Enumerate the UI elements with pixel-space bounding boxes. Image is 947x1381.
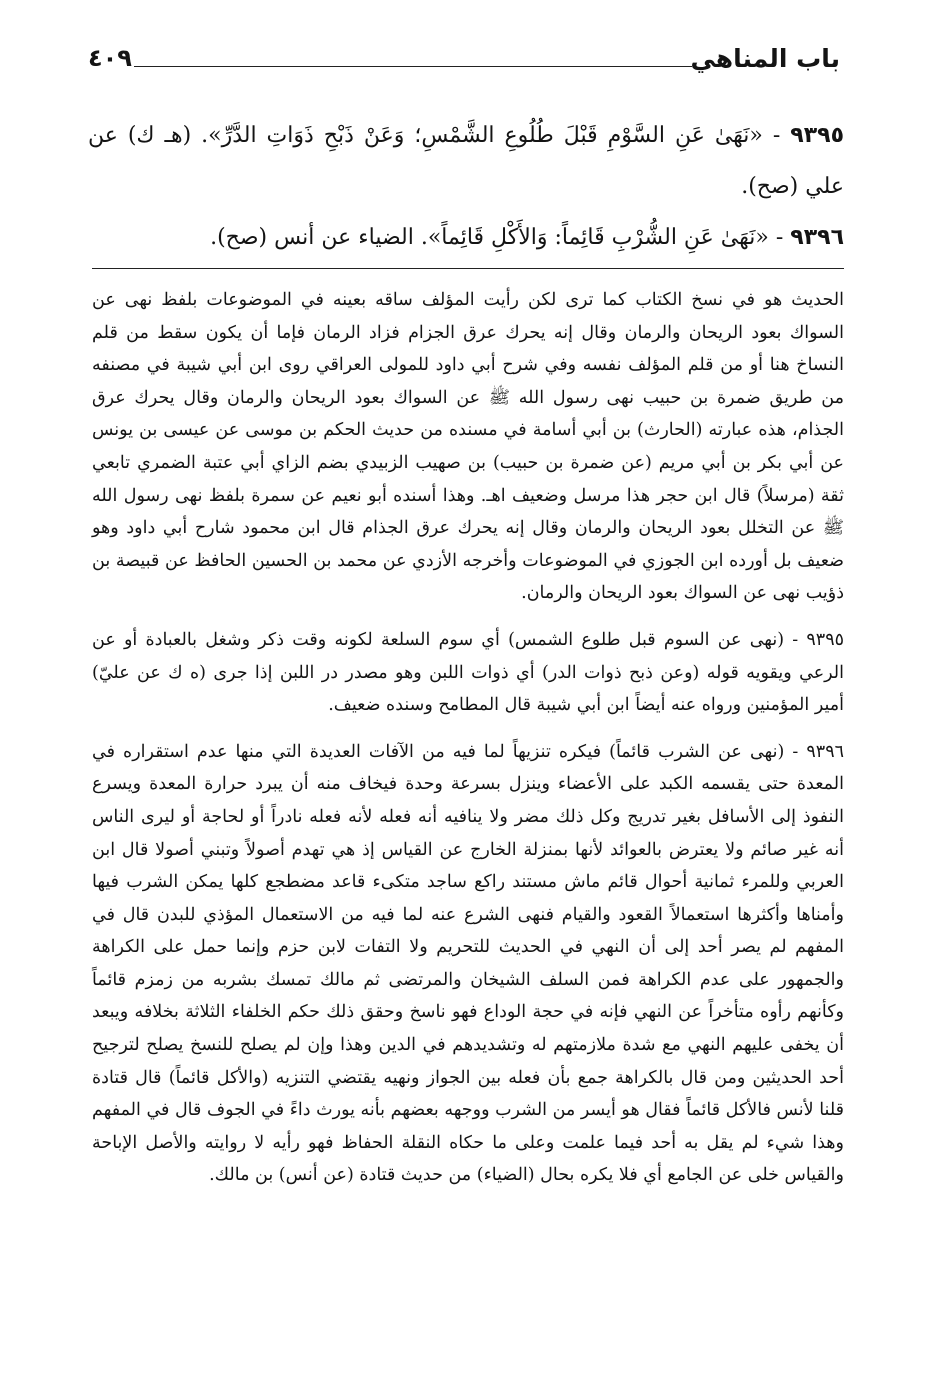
hadith-text-block <box>88 110 844 263</box>
chapter-title: باب المناهي <box>690 44 840 73</box>
commentary-paragraph: ٩٣٩٥ - (نهى عن السوم قبل طلوع الشمس) أي سوم السلعة لكونه وقت ذكر وشغل بالعبادة أو عن الرعي ويقويه قوله (وعن ذبح ذوات الدر) أي ذوات اللبن وهو مصدر در اللبن إذا جرى (ه ك عن عليّ) أمير المؤمنين ورواه عنه أيضاً ابن أبي شيبة قال المطامح وسنده ضعيف. <box>92 629 844 716</box>
hadith-entry <box>88 212 844 263</box>
commentary-paragraph: ٩٣٩٦ - (نهى عن الشرب قائماً) فيكره تنزيهاً لما فيه من الآفات العديدة التي منها عدم استقراره في المعدة حتى يقسمه الكبد على الأعضاء وينزل بسرعة وحدة فيخاف منه أن يبرد حرارة المعدة ويسرع النفوذ إلى الأسافل بغير تدريج وكل ذلك مضر ولا ينافيه أنه فعله لأنه فعله نادراً أو لحاجة أو ليرى الناس أنه غير صائم ولا يعترض بالعوائد لأنها بمنزلة الخارج عن القياس إذ هي تهدم أصولاً وتبني أصولا قال ابن العربي وللمرء ثمانية أحوال قائم ماش مستند راكع ساجد متكىء قاعد مضطجع كلها يمكن الشرب فيها وأمناها وأكثرها استعمالاً القعود والقيام فنهى الشرع عنه لما فيه من الاستعمال المؤذي للبدن قال في المفهم لم يصر أحد إلى أن النهي في الحديث للتحريم ولا التفات لابن حزم وإنما حمل على الكراهة والجمهور على عدم الكراهة فمن السلف الشيخان والمرتضى ثم مالك تمسك بشربه من زمزم قائماً وكأنهم رأوه متأخراً عن النهي فإنه في حجة الوداع فهو ناسخ وحقق ذلك حكم الخلفاء الثلاثة بخلافه ويبعد أن يخفى عليهم النهي مع شدة ملازمتهم له وتشديدهم في الدين وهذا وإن لم يصلح للنسخ يصلح لترجيح أحد الحديثين ومن قال بالكراهة جمع بأن فعله بين الجواز ونهيه يقتضي التنزيه (والأكل قائماً) قال قتادة قلنا لأنس فالأكل قائماً فقال هو أيسر من الشرب ووجهه بعضهم بأنه يورث داءً في الجوف قال في المفهم وهذا شيء لم يقل به أحد فيما علمت وعلى ما حكاه النقلة الحفاظ فهو رأيه لا روايته والأصل الإباحة والقياس خلى عن الجامع أي فلا يكره بحال (الضياء) من حديث قتادة (عن أنس) بن مالك. <box>92 741 844 1186</box>
commentary-block <box>92 284 844 1206</box>
page-number: ٤٠٩ <box>88 44 132 72</box>
hadith-text: - «نَهَىٰ عَنِ الشُّرْبِ قَائِماً: وَالأَكْلِ قَائِماً». الضياء عن أنس (صح). <box>210 225 784 250</box>
hadith-text: - «نَهَىٰ عَنِ السَّوْمِ قَبْلَ طُلُوعِ الشَّمْسِ؛ وَعَنْ ذَبْحِ ذَوَاتِ الدَّرِّ». (هـ ك) عن علي (صح). <box>88 123 844 199</box>
commentary-paragraph: الحديث هو في نسخ الكتاب كما ترى لكن رأيت المؤلف ساقه بعينه في الموضوعات بلفظ نهى عن السواك بعود الريحان والرمان وقال إنه يحرك عرق الجزام فزاد الرمان فإما أن يكون سقط من قلم النساخ هنا أو من قلم المؤلف نفسه وفي شرح أبي داود للمولى العراقي روى ابن أبي شيبة في مصنفه من طريق ضمرة بن حبيب نهى رسول الله ﷺ عن السواك بعود الريحان والرمان وقال يحرك عرق الجذام، هذه عبارته (الحارث) بن أبي أسامة في مسنده من حديث الحكم بن موسى عن عيسى بن يونس عن أبي بكر بن أبي مريم (عن ضمرة بن حبيب) بن صهيب الزبيدي بضم الزاي أبي عتبة الضمري تابعي ثقة (مرسلاً) قال ابن حجر هذا مرسل وضعيف اهـ. وهذا أسنده أبو نعيم عن سمرة بلفظ نهى رسول الله ﷺ عن التخلل بعود الريحان والرمان وقال إنه يحرك عرق الجذام قال ابن محمود شارح أبي داود وهو ضعيف بل أورده ابن الجوزي في الموضوعات وأخرجه الأزدي عن محمد بن الحسين الحافظ عن قبيصة بن ذؤيب نهى عن السواك بعود الريحان والرمان. <box>92 290 844 604</box>
hadith-entry <box>88 110 844 212</box>
header-rule <box>134 66 692 67</box>
hadith-number: ٩٣٩٦ <box>790 225 844 250</box>
section-divider <box>92 268 844 269</box>
hadith-number: ٩٣٩٥ <box>790 123 844 148</box>
page-header <box>88 44 840 88</box>
